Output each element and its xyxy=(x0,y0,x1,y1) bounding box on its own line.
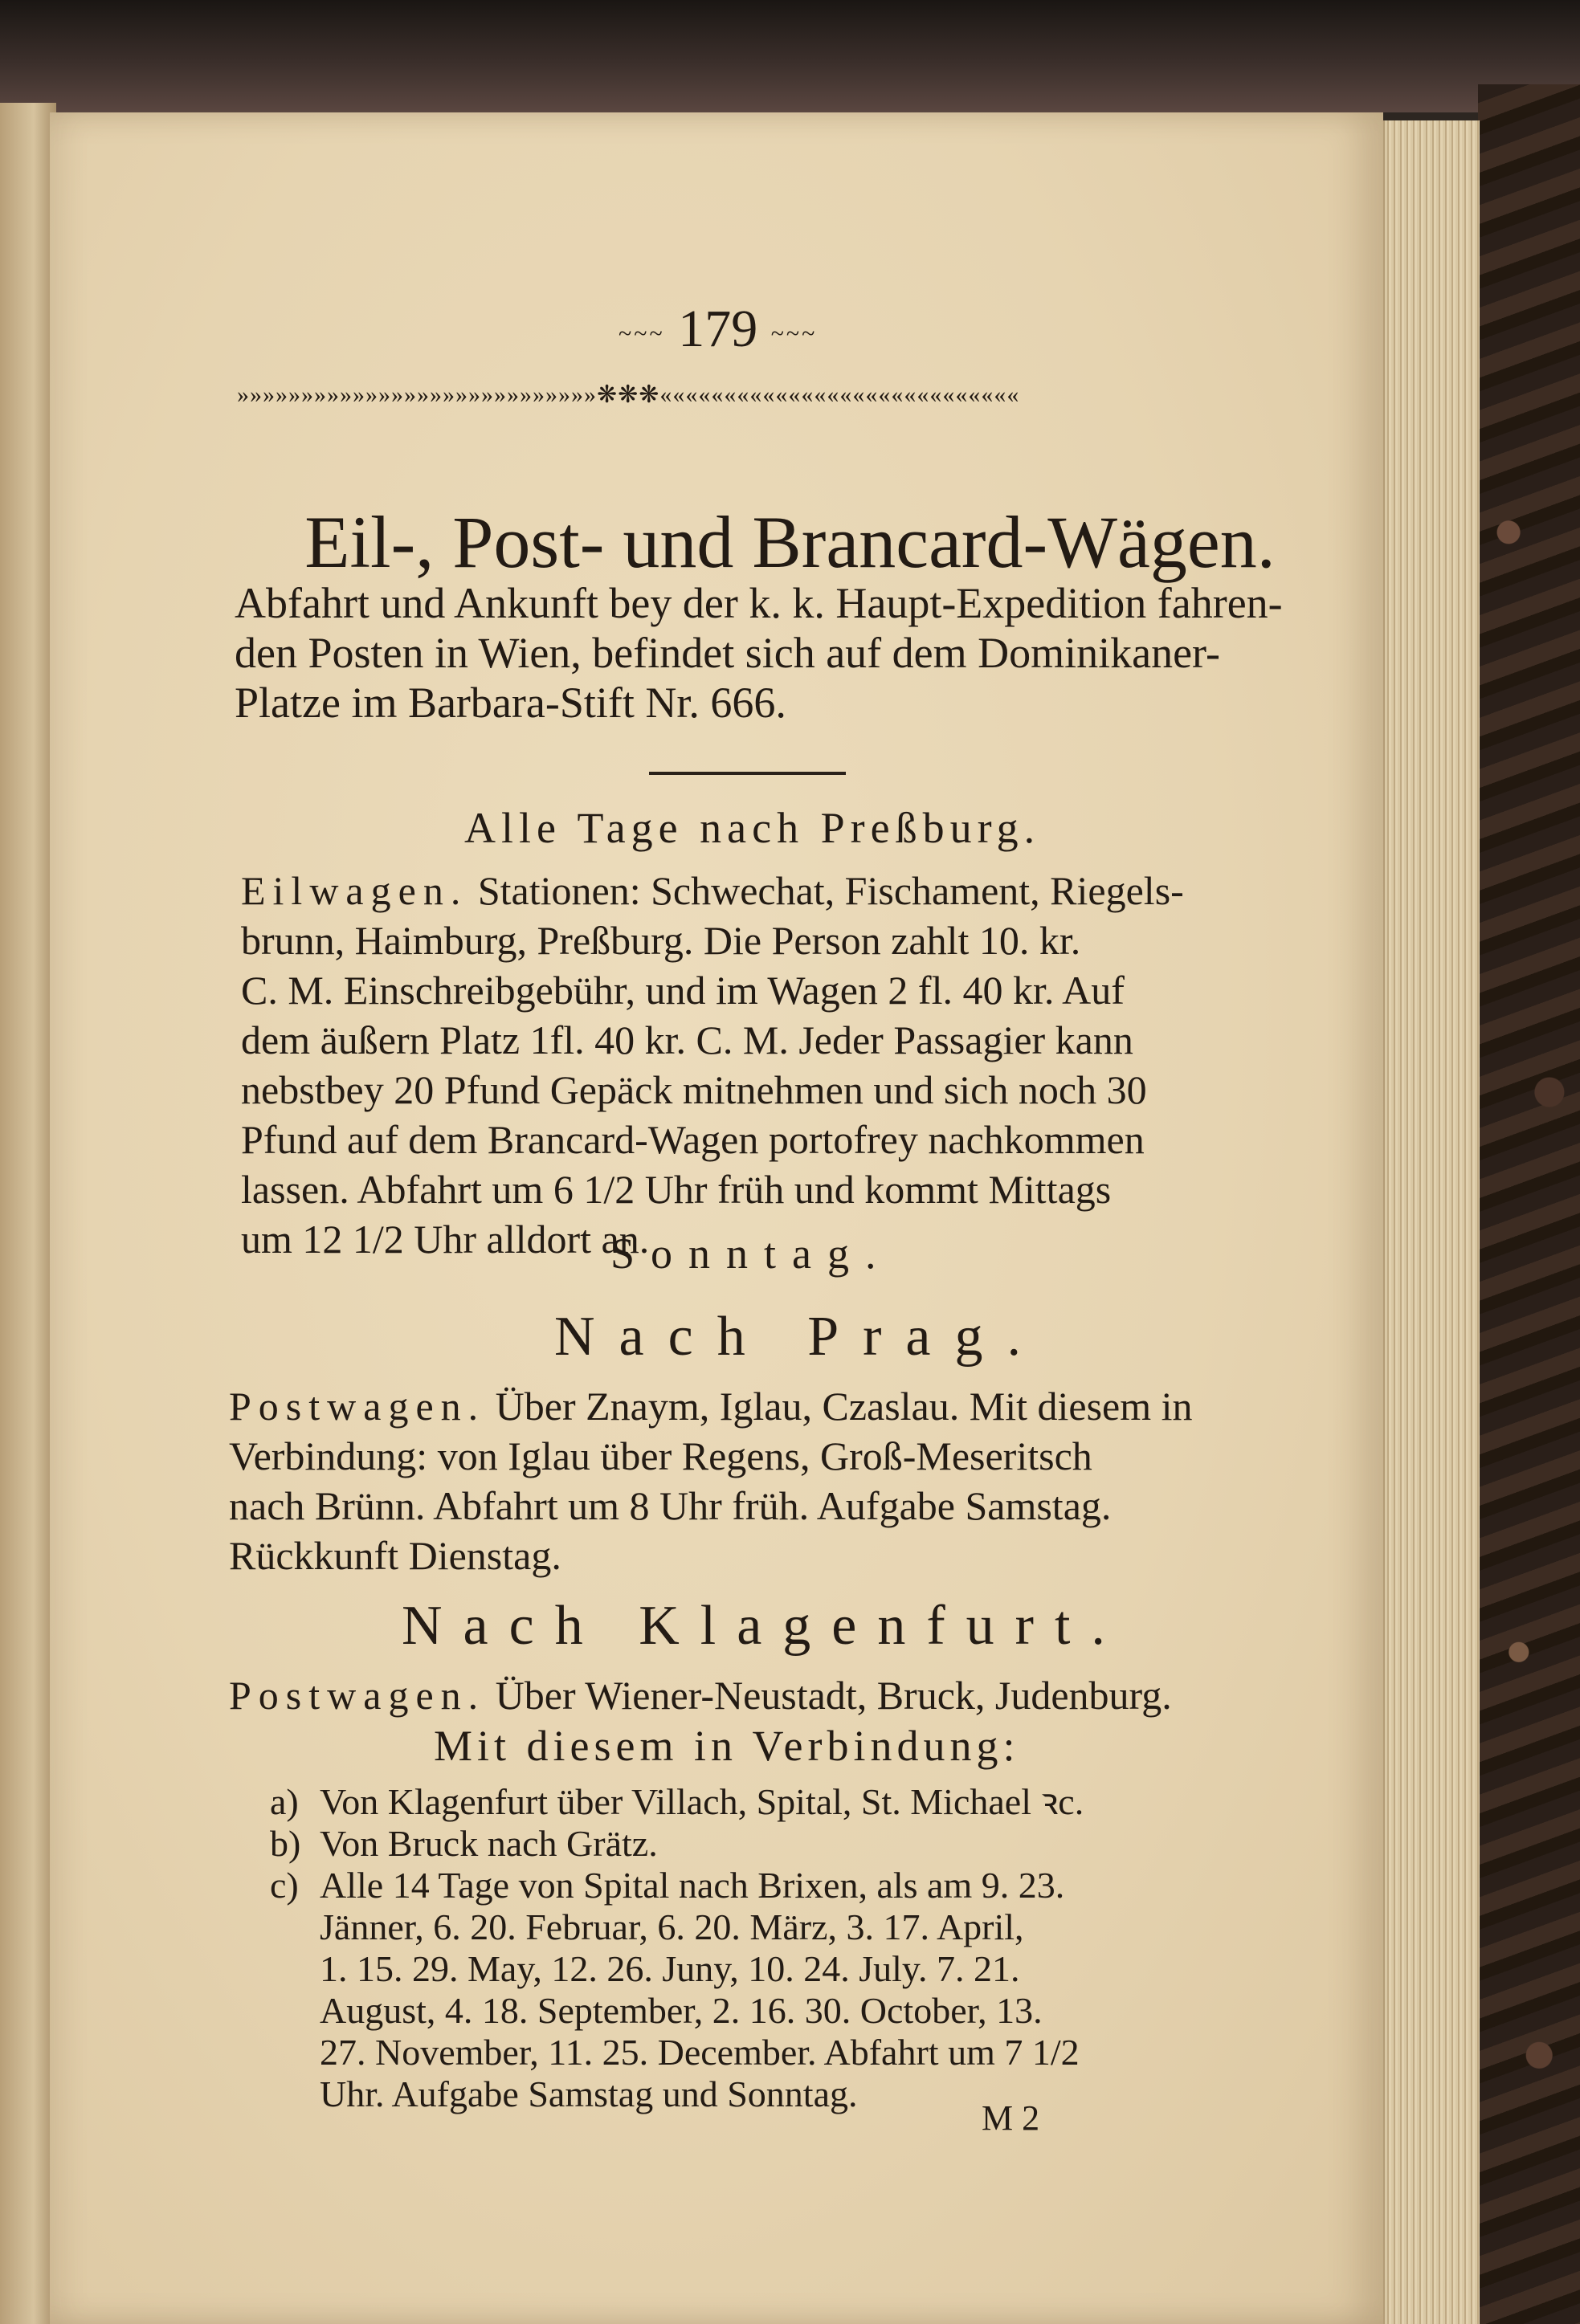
prag-text: Über Znaym, Iglau, Czaslau. Mit diesem in xyxy=(485,1384,1193,1429)
section-divider xyxy=(649,772,846,775)
text-line: Pfund auf dem Brancard-Wagen portofrey nachkommen xyxy=(241,1117,1145,1162)
text-line xyxy=(229,1670,1172,1720)
list-item-continuation: 1. 15. 29. May, 12. 26. Juny, 10. 24. July. 7. 21. xyxy=(320,1948,1020,1989)
connection-list xyxy=(270,1781,1084,2115)
intro-line: Platze im Barbara-Stift Nr. 666. xyxy=(235,679,786,727)
eilwagen-text: Stationen: Schwechat, Fischament, Riegels- xyxy=(467,868,1184,913)
page-number: 179 xyxy=(678,300,758,358)
text-line: um 12 1/2 Uhr alldort an. xyxy=(241,1217,650,1262)
text-line: brunn, Haimburg, Preßburg. Die Person zahlt 10. kr. xyxy=(241,918,1081,963)
text-line: dem äußern Platz 1fl. 40 kr. C. M. Jeder Passagier kann xyxy=(241,1017,1133,1062)
postwagen-label: Postwagen. xyxy=(229,1384,486,1429)
heading-nach-prag: Nach Prag. xyxy=(554,1306,1046,1368)
list-item xyxy=(270,1823,1084,1865)
list-item-continuation: Jänner, 6. 20. Februar, 6. 20. März, 3. 17. April, xyxy=(320,1906,1024,1947)
eilwagen-label: Eilwagen. xyxy=(241,868,468,913)
page-block-edges xyxy=(1383,120,1480,2324)
heading-alle-tage: Alle Tage nach Preßburg. xyxy=(464,804,1041,852)
book-cover-top xyxy=(0,0,1580,112)
heading-sonntag: Sonntag. xyxy=(610,1229,892,1278)
list-item-text: Alle 14 Tage von Spital nach Brixen, als am 9. 23. xyxy=(320,1865,1065,1906)
intro-paragraph xyxy=(235,578,1283,728)
eilwagen-paragraph xyxy=(241,866,1184,1264)
text-line: Rückkunft Dienstag. xyxy=(229,1533,561,1578)
heading-mit-diesem: Mit diesem in Verbindung: xyxy=(434,1722,1020,1770)
page-number-ornament-right: ~~~ xyxy=(770,320,818,347)
list-item-text: Von Bruck nach Grätz. xyxy=(320,1823,658,1864)
prag-paragraph xyxy=(229,1381,1193,1580)
list-item-label: c) xyxy=(270,1865,299,1906)
text-line: lassen. Abfahrt um 6 1/2 Uhr früh und kommt Mittags xyxy=(241,1167,1112,1212)
page-number-ornament-left: ~~~ xyxy=(619,320,665,347)
text-line: nach Brünn. Abfahrt um 8 Uhr früh. Aufgabe Samstag. xyxy=(229,1483,1112,1528)
page-title: Eil-, Post- und Brancard-Wägen. xyxy=(304,501,1276,583)
list-item-continuation: August, 4. 18. September, 2. 16. 30. October, 13. xyxy=(320,1990,1043,2031)
page-number-line xyxy=(619,299,817,360)
list-item-continuation: Uhr. Aufgabe Samstag und Sonntag. xyxy=(320,2073,858,2114)
heading-nach-klagenfurt: Nach Klagenfurt. xyxy=(402,1595,1126,1657)
intro-line: den Posten in Wien, befindet sich auf dem Dominikaner- xyxy=(235,629,1220,677)
list-item-label: a) xyxy=(270,1781,299,1822)
text-line: nebstbey 20 Pfund Gepäck mitnehmen und sich noch 30 xyxy=(241,1067,1147,1112)
signature-mark: M 2 xyxy=(982,2098,1040,2138)
text-line xyxy=(241,866,1184,915)
marbled-cover xyxy=(1478,84,1580,2324)
ornament-border: »»»»»»»»»»»»»»»»»»»»»»»»»»»»❋❋❋«««««««««««««««««««««««««««« xyxy=(237,381,1020,408)
list-item xyxy=(270,1865,1084,1906)
postwagen-label: Postwagen. xyxy=(229,1673,486,1718)
list-item-continuation: 27. November, 11. 25. December. Abfahrt um 7 1/2 xyxy=(320,2032,1080,2073)
list-item-text: Von Klagenfurt über Villach, Spital, St. Michael ꝛc. xyxy=(320,1781,1084,1822)
facing-page-edge xyxy=(0,103,56,2324)
text-line: C. M. Einschreibgebühr, und im Wagen 2 fl. 40 kr. Auf xyxy=(241,968,1125,1013)
klagenfurt-text: Über Wiener-Neustadt, Bruck, Judenburg. xyxy=(485,1673,1172,1718)
intro-line: Abfahrt und Ankunft bey der k. k. Haupt-Expedition fahren- xyxy=(235,579,1283,627)
list-item xyxy=(270,1781,1084,1823)
klagenfurt-paragraph xyxy=(229,1670,1172,1720)
text-line xyxy=(229,1381,1193,1431)
text-line: Verbindung: von Iglau über Regens, Groß-Meseritsch xyxy=(229,1433,1092,1478)
list-item-label: b) xyxy=(270,1823,301,1864)
